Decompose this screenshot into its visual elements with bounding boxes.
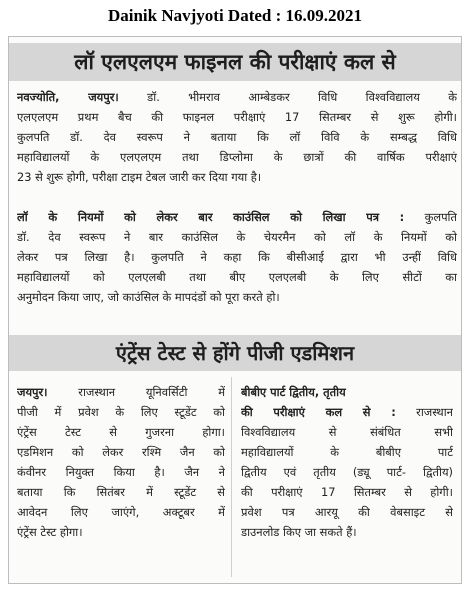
subhead: की परीक्षाएं कल से :: [241, 405, 396, 419]
story-line: की परीक्षाएं 17 सितम्बर से होगी।: [241, 485, 453, 499]
story-line: एडमिशन को लेकर रश्मि जैन को: [17, 445, 225, 459]
story-line: विश्वविद्यालय से संबंधित सभी: [241, 425, 453, 439]
story-line: महाविद्यालयों के एलएलएम तथा डिप्लोमा के छात्रों की वार्षिक परीक्षाएं: [17, 150, 457, 164]
story-line: की परीक्षाएं कल से : राजस्थान: [241, 405, 453, 419]
story-line: द्वितीय एवं तृतीय (ड्यू पार्ट- द्वितीय): [241, 465, 453, 479]
subhead: लॉ के नियमों को लेकर बार काउंसिल को लिखा पत्र :: [17, 210, 405, 224]
story-line: बताया कि सितंबर में स्टूडेंट से: [17, 485, 225, 499]
story-bba-exams: [241, 382, 453, 542]
story-pg-entrance: [17, 382, 225, 542]
story-line: पीजी में प्रवेश के लिए स्टूडेंट को: [17, 405, 225, 419]
headline-pg-admission: एंट्रेंस टेस्ट से होंगे पीजी एडमिशन: [9, 335, 461, 371]
story-line: कुलपति डॉ. देव स्वरूप ने बताया कि लॉ विवि के सम्बद्ध विधि: [17, 130, 457, 144]
story-line: जयपुर। राजस्थान यूनिवर्सिटी में: [17, 385, 225, 399]
story-line: महाविद्यालयों के बीबीए पार्ट: [241, 445, 453, 459]
subhead: बीबीए पार्ट द्वितीय, तृतीय: [241, 385, 346, 399]
story-line: महाविद्यालयों को एलएलबी तथा बीए एलएलबी के लिए सीटों का: [17, 270, 457, 284]
newspaper-clipping: [8, 36, 462, 584]
column-divider: [231, 377, 232, 577]
story-llm-exams: [17, 87, 457, 187]
story-bar-council-letter: [17, 207, 457, 307]
story-line: एंट्रेंस टेस्ट होगा।: [17, 525, 83, 539]
story-line: नवज्योति, जयपुर। डॉ. भीमराव आम्बेडकर विधि विश्वविद्यालय के: [17, 90, 457, 104]
story-line: लॉ के नियमों को लेकर बार काउंसिल को लिखा पत्र : कुलपति: [17, 210, 457, 224]
story-line: 23 से शुरू होगी, परीक्षा टाइम टेबल जारी कर दिया गया है।: [17, 170, 262, 184]
headline-llm-exams: लॉ एलएलएम फाइनल की परीक्षाएं कल से: [9, 43, 461, 81]
story-line: कंवीनर नियुक्त किया है। जैन ने: [17, 465, 225, 479]
story-line: डाउनलोड किए जा सकते हैं।: [241, 525, 357, 539]
story-line: एंट्रेंस टेस्ट से गुजरना होगा।: [17, 425, 225, 439]
story-line: एलएलएम प्रथम बैच की फाइनल परीक्षाएं 17 सितम्बर से शुरू होगी।: [17, 110, 457, 124]
dateline: जयपुर।: [17, 385, 48, 399]
masthead: Dainik Navjyoti Dated : 16.09.2021: [107, 6, 363, 25]
story-line: प्रवेश पत्र आरयू की वेबसाइट से: [241, 505, 453, 519]
dateline: नवज्योति, जयपुर।: [17, 90, 119, 104]
story-line: डॉ. देव स्वरूप ने बार काउंसिल के चेयरमैन को लॉ के नियमों को: [17, 230, 457, 244]
story-line: आवेदन लिए जाएंगे, अक्टूबर में: [17, 505, 225, 519]
story-line: अनुमोदन किया जाए, जो काउंसिल के मापदंडों को पूरा करते हो।: [17, 290, 280, 304]
story-line: लेकर पत्र लिखा है। कुलपति ने कहा कि बीसीआई द्वारा भी उन्हीं विधि: [17, 250, 457, 264]
